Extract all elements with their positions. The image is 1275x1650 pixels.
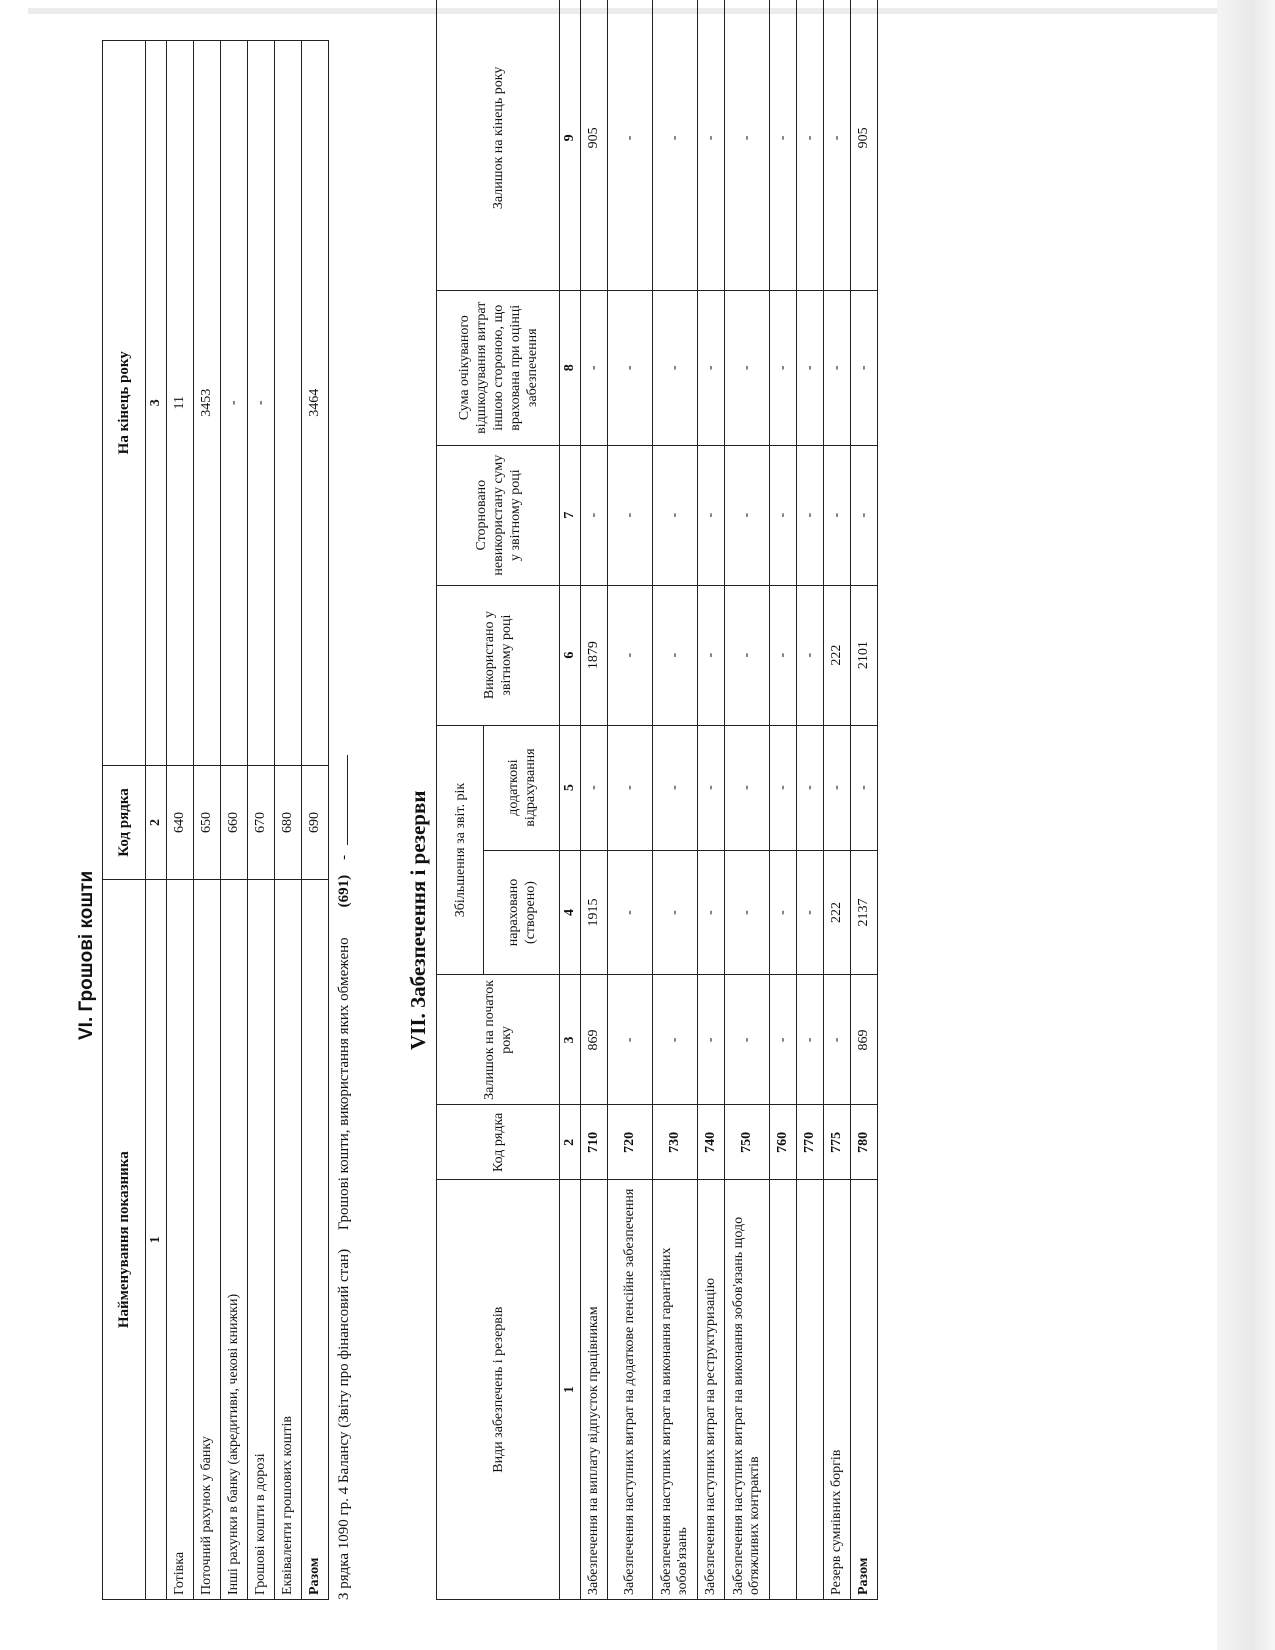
row-value: - <box>608 975 653 1105</box>
scan-border-right <box>1217 0 1275 1650</box>
table-row <box>275 41 302 1600</box>
col-number: 5 <box>560 725 581 850</box>
table-row <box>770 0 797 1600</box>
row-value: - <box>851 445 878 585</box>
footnote <box>336 755 353 1600</box>
header-used: Використано у звітному році <box>437 585 560 725</box>
footnote-left: З рядка 1090 гр. 4 Балансу (Звіту про фінансовий стан) <box>336 1248 352 1600</box>
row-value: - <box>698 445 725 585</box>
row-name: Резерв сумнівних боргів <box>824 1180 851 1600</box>
footnote-underline <box>347 755 348 845</box>
row-value: - <box>608 585 653 725</box>
section-7-title: VII. Забезпечення і резерви <box>406 790 430 1050</box>
col-number: 6 <box>560 585 581 725</box>
col-number: 8 <box>560 290 581 445</box>
row-value: - <box>770 975 797 1105</box>
row-value: 905 <box>581 0 608 290</box>
row-value: - <box>608 725 653 850</box>
row-value: 869 <box>851 975 878 1105</box>
header-name: Найменування показника <box>103 880 146 1600</box>
table-row <box>797 0 824 1600</box>
table-row <box>167 41 194 1600</box>
table-row <box>653 0 698 1600</box>
row-value: 1915 <box>581 850 608 975</box>
row-value: 11 <box>167 41 194 766</box>
row-value: - <box>698 290 725 445</box>
footnote-value: - <box>336 854 352 860</box>
row-name: Готівка <box>167 880 194 1600</box>
row-code: 780 <box>851 1105 878 1180</box>
row-name <box>770 1180 797 1600</box>
row-name: Забезпечення наступних витрат на реструктуризацію <box>698 1180 725 1600</box>
provisions-body <box>581 0 878 1600</box>
row-value: - <box>653 585 698 725</box>
row-value: - <box>824 445 851 585</box>
table-row-total <box>302 41 329 1600</box>
table-row-total <box>851 0 878 1600</box>
row-value: - <box>653 0 698 290</box>
row-value: - <box>770 290 797 445</box>
row-code: 750 <box>725 1105 770 1180</box>
row-name: Разом <box>302 880 329 1600</box>
header-code: Код рядка <box>437 1105 560 1180</box>
row-value: - <box>770 585 797 725</box>
col-number: 7 <box>560 445 581 585</box>
row-value: - <box>770 445 797 585</box>
provisions-header-row-1 <box>437 0 484 1600</box>
row-value: 3453 <box>194 41 221 766</box>
row-code: 690 <box>302 765 329 880</box>
row-value: - <box>797 725 824 850</box>
footnote-right: Грошові кошти, використання яких обмежено <box>336 937 352 1231</box>
row-code: 730 <box>653 1105 698 1180</box>
row-code: 640 <box>167 765 194 880</box>
row-value: - <box>698 725 725 850</box>
header-additional: додаткові відрахування <box>484 725 560 850</box>
col-number: 2 <box>560 1105 581 1180</box>
header-expected: Сума очікуваного відшкодування витрат іншою стороною, що врахована при оцінці забезпечення <box>437 290 560 445</box>
header-begin: Залишок на початок року <box>437 975 560 1105</box>
row-value: 222 <box>824 850 851 975</box>
row-value: - <box>653 725 698 850</box>
row-value: - <box>725 850 770 975</box>
row-value: - <box>797 445 824 585</box>
row-value: - <box>725 975 770 1105</box>
row-name <box>797 1180 824 1600</box>
row-value: - <box>797 290 824 445</box>
row-value: - <box>824 0 851 290</box>
row-value: - <box>725 445 770 585</box>
row-value: - <box>725 725 770 850</box>
row-code: 660 <box>221 765 248 880</box>
row-name: Інші рахунки в банку (акредитиви, чекові книжки) <box>221 880 248 1600</box>
header-code: Код рядка <box>103 765 146 880</box>
row-value: - <box>608 290 653 445</box>
row-value: - <box>698 850 725 975</box>
cash-table-col-numbers <box>146 41 167 1600</box>
table-row <box>608 0 653 1600</box>
row-value: - <box>725 290 770 445</box>
header-accrued: нараховано (створено) <box>484 850 560 975</box>
row-name: Грошові кошти в дорозі <box>248 880 275 1600</box>
row-name: Забезпечення наступних витрат на виконання гарантійних зобов'язань <box>653 1180 698 1600</box>
row-value: - <box>698 0 725 290</box>
row-value: - <box>581 290 608 445</box>
row-value: - <box>797 585 824 725</box>
row-value <box>275 41 302 766</box>
col-number: 2 <box>146 765 167 880</box>
table-row <box>725 0 770 1600</box>
col-number: 1 <box>146 880 167 1600</box>
row-value: - <box>248 41 275 766</box>
col-number: 4 <box>560 850 581 975</box>
row-name: Еквіваленти грошових коштів <box>275 880 302 1600</box>
header-end-of-year: На кінець року <box>103 41 146 766</box>
row-value: - <box>581 445 608 585</box>
table-row <box>221 41 248 1600</box>
row-value: - <box>653 445 698 585</box>
header-increase: Збільшення за звіт. рік <box>437 725 484 975</box>
row-name: Забезпечення на виплату відпусток працівникам <box>581 1180 608 1600</box>
col-number: 3 <box>560 975 581 1105</box>
row-value: - <box>770 0 797 290</box>
provisions-table <box>436 0 878 1600</box>
row-name: Поточний рахунок у банку <box>194 880 221 1600</box>
row-value: - <box>824 725 851 850</box>
row-value: - <box>698 585 725 725</box>
row-value: - <box>770 850 797 975</box>
row-value: - <box>653 975 698 1105</box>
row-code: 710 <box>581 1105 608 1180</box>
col-number: 3 <box>146 41 167 766</box>
row-value: - <box>725 585 770 725</box>
col-number: 1 <box>560 1180 581 1600</box>
row-value: - <box>770 725 797 850</box>
cash-table <box>102 40 329 1600</box>
row-code: 775 <box>824 1105 851 1180</box>
row-value: 905 <box>851 0 878 290</box>
row-value: - <box>608 850 653 975</box>
header-reversed: Сторновано невикористану суму у звітному році <box>437 445 560 585</box>
footnote-code: (691) <box>336 874 352 908</box>
row-value: 869 <box>581 975 608 1105</box>
table-row <box>194 41 221 1600</box>
header-kind: Види забезпечень і резервів <box>437 1180 560 1600</box>
rotated-page <box>28 0 1178 1640</box>
row-value: - <box>851 290 878 445</box>
table-row <box>698 0 725 1600</box>
row-value: - <box>581 725 608 850</box>
row-value: - <box>797 0 824 290</box>
header-end: Залишок на кінець року <box>437 0 560 290</box>
table-row <box>248 41 275 1600</box>
row-code: 740 <box>698 1105 725 1180</box>
row-value: 1879 <box>581 585 608 725</box>
row-value: - <box>824 290 851 445</box>
row-name: Забезпечення наступних витрат на виконання зобов'язань щодо обтяжливих контрактів <box>725 1180 770 1600</box>
row-code: 720 <box>608 1105 653 1180</box>
row-code: 680 <box>275 765 302 880</box>
row-value: - <box>698 975 725 1105</box>
row-value: - <box>653 850 698 975</box>
col-number: 9 <box>560 0 581 290</box>
row-value: - <box>221 41 248 766</box>
section-6-title: VI. Грошові кошти <box>76 870 97 1040</box>
row-code: 770 <box>797 1105 824 1180</box>
table-row <box>824 0 851 1600</box>
table-row <box>581 0 608 1600</box>
row-name: Забезпечення наступних витрат на додаткове пенсійне забезпечення <box>608 1180 653 1600</box>
cash-table-header <box>103 41 146 1600</box>
row-value: - <box>608 445 653 585</box>
row-value: 3464 <box>302 41 329 766</box>
provisions-col-numbers <box>560 0 581 1600</box>
row-value: - <box>797 975 824 1105</box>
row-value: 2137 <box>851 850 878 975</box>
row-value: - <box>653 290 698 445</box>
row-value: - <box>851 725 878 850</box>
row-value: - <box>608 0 653 290</box>
row-code: 670 <box>248 765 275 880</box>
row-value: 222 <box>824 585 851 725</box>
row-value: 2101 <box>851 585 878 725</box>
row-value: - <box>824 975 851 1105</box>
row-value: - <box>797 850 824 975</box>
row-value: - <box>725 0 770 290</box>
row-code: 650 <box>194 765 221 880</box>
row-name: Разом <box>851 1180 878 1600</box>
row-code: 760 <box>770 1105 797 1180</box>
